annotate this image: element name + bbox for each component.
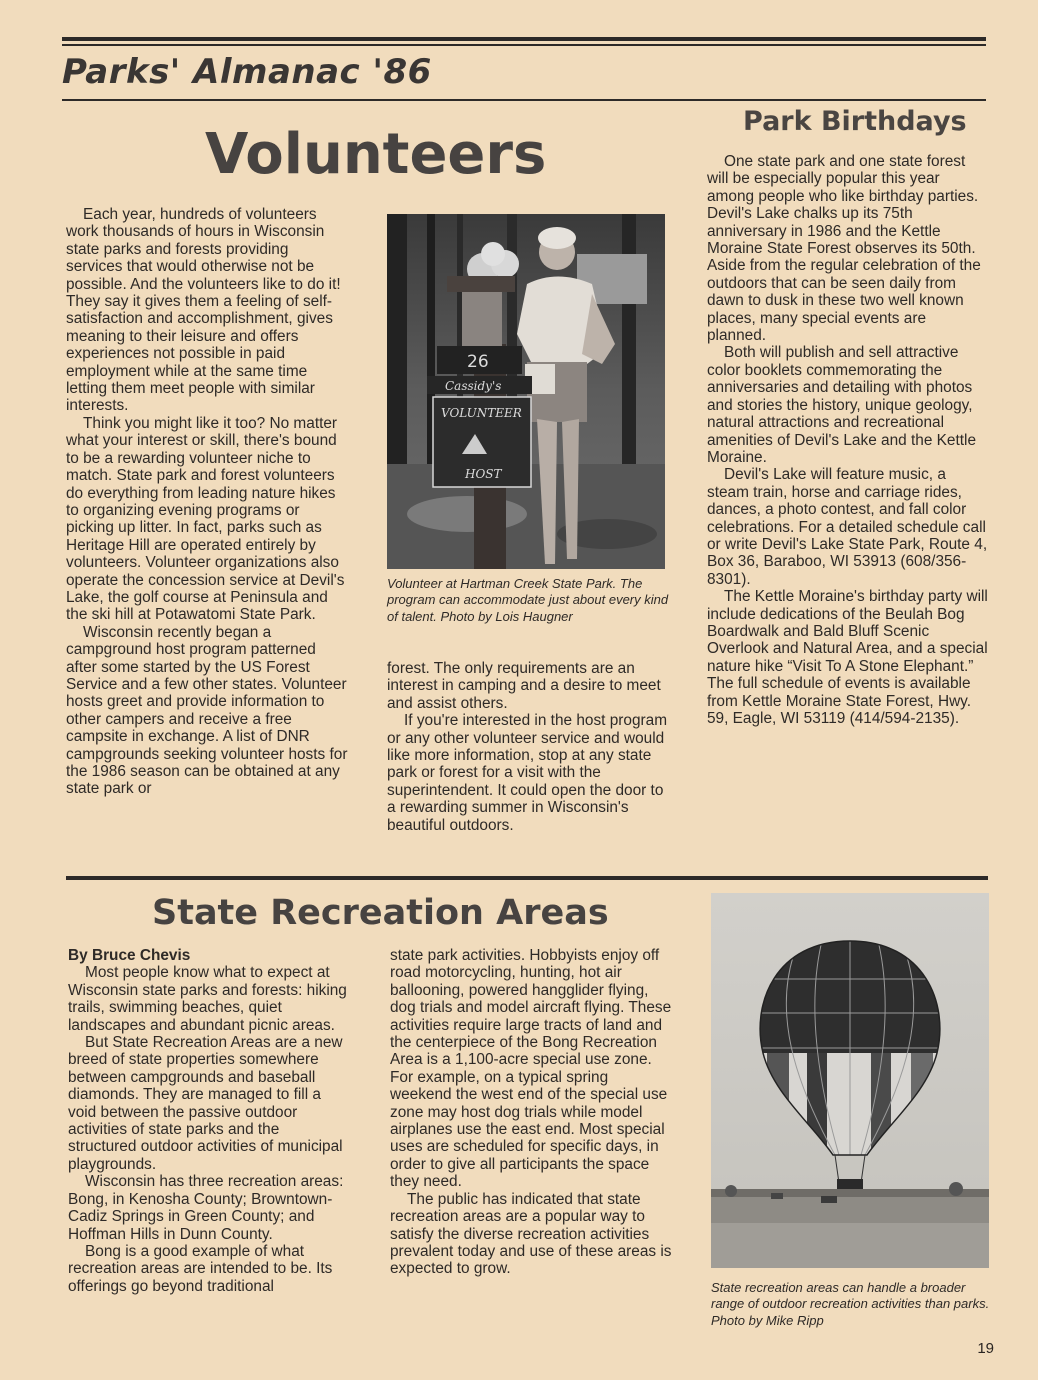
- birthdays-title: Park Birthdays: [743, 106, 967, 137]
- paragraph: Devil's Lake will feature music, a steam train, horse and carriage rides, dances, a photo contest, and fall color celebrations. For a detailed schedule call or write Devil's Lake State Park, Route 4, Box 36, Baraboo, WI 53913 (608/356-8301).: [707, 466, 988, 588]
- paragraph: Both will publish and sell attractive color booklets commemorating the anniversaries and detailing with photos and stories the history, unique geology, natural attractions and recreational amenities of Devil's Lake and the Kettle Moraine.: [707, 344, 977, 466]
- paragraph: If you're interested in the host program or any other volunteer service and would like more information, stop at any state park or forest for a visit with the superintendent. It could open the door to a rewarding summer in Wisconsin's beautiful outdoors.: [387, 712, 668, 834]
- paragraph: Each year, hundreds of volunteers work thousands of hours in Wisconsin state parks and forests providing services that would otherwise not be possible. And the volunteers like to do it! They say it gives them a feeling of self-satisfaction and accomplishment, gives meaning to their leisure and offers experiences not possible in paid employment while at the same time letting them meet people with similar interests.: [66, 206, 341, 415]
- recreation-col2: [390, 947, 672, 1278]
- volunteers-title: Volunteers: [205, 122, 547, 187]
- paragraph: Wisconsin has three recreation areas: Bong, in Kenosha County; Browntown-Cadiz Springs in Green County; and Hoffman Hills in Dunn County.: [68, 1173, 344, 1243]
- header-rule: [62, 99, 986, 101]
- paragraph: One state park and one state forest will be especially popular this year among people who like birthday parties. Devil's Lake chalks up its 75th anniversary in 1986 and the Kettle Moraine State Forest observes its 50th. Aside from the regular celebration of the outdoors that can be seen daily from dawn to dusk in these two well known places, many special events are planned.: [707, 153, 981, 345]
- birthdays-col: [707, 153, 989, 727]
- sign-number: 26: [467, 352, 489, 372]
- sign-line2: HOST: [465, 467, 502, 481]
- paragraph: Bong is a good example of what recreation areas are intended to be. Its offerings go beyond traditional: [68, 1242, 333, 1295]
- balloon-photo-caption: State recreation areas can handle a broader range of outdoor recreation activities than parks. Photo by Mike Ripp: [711, 1280, 990, 1328]
- paragraph: state park activities. Hobbyists enjoy off road motorcycling, hunting, hot air ballooning, powered hangglider flying, dog trials and model aircraft flying. These activities require large tracts of land and the centerpiece of the Bong Recreation Area is a 1,100-acre special use zone. For example, on a typical spring weekend the west end of the special use zone may host dog trials while model airplanes use the east end. Most special uses are scheduled for specific days, in order to give all participants the space they need.: [390, 947, 672, 1191]
- page-number: 19: [977, 1340, 994, 1357]
- sign-line1: VOLUNTEER: [441, 406, 522, 420]
- balloon-photo-art: [711, 893, 989, 1268]
- top-rule-thick: [62, 37, 986, 41]
- paragraph: Think you might like it too? No matter what your interest or skill, there's bound to be a rewarding volunteer niche to match. State park and forest volunteers do everything from leading nature hikes to organizing evening programs or picking up litter. In fact, parks such as Heritage Hill are operated entirely by volunteers. Volunteer organizations also operate the concession service at Devil's Lake, the golf course at Peninsula and the ski hill at Potawatomi State Park.: [66, 414, 345, 624]
- top-rule-thin: [62, 44, 986, 46]
- paragraph: But State Recreation Areas are a new breed of state properties somewhere between campgrounds and baseball diamonds. They are managed to fill a void between the passive outdoor activities of state parks and the structured outdoor activities of municipal playgrounds.: [68, 1034, 343, 1173]
- volunteers-col2: [387, 660, 669, 834]
- volunteer-photo-art: [387, 214, 665, 569]
- byline: By Bruce Chevis: [68, 947, 191, 964]
- sign-name: Cassidy's: [445, 379, 502, 393]
- paragraph: forest. The only requirements are an interest in camping and a desire to meet and assist others.: [387, 660, 661, 712]
- paragraph: The public has indicated that state recreation areas are a popular way to satisfy the diverse recreation activities prevalent today and use of these areas is expected to grow.: [390, 1190, 672, 1278]
- recreation-title: State Recreation Areas: [152, 893, 609, 933]
- volunteer-photo-caption: Volunteer at Hartman Creek State Park. The program can accommodate just about every kind of talent. Photo by Lois Haugner: [387, 576, 669, 624]
- almanac-header: Parks' Almanac '86: [62, 52, 432, 92]
- volunteers-col1: [66, 206, 348, 798]
- paragraph: The Kettle Moraine's birthday party will include dedications of the Beulah Bog Boardwalk and Bald Bluff Scenic Overlook and Natural Area, and a special nature hike “Visit To A Stone Elephant.” The full schedule of events is available from Kettle Moraine State Forest, Hwy. 59, Eagle, WI 53119 (414/594-2135).: [707, 588, 988, 727]
- balloon-photo: [711, 893, 989, 1268]
- paragraph: Most people know what to expect at Wisconsin state parks and forests: hiking trails, swimming beaches, quiet landscapes and abundant picnic areas.: [68, 964, 347, 1034]
- section-rule: [66, 876, 988, 880]
- paragraph: Wisconsin recently began a campground host program patterned after some started by the US Forest Service and a few other states. Volunteer hosts greet and provide information to other campers and receive a free campsite in exchange. A list of DNR campgrounds seeking volunteer hosts for the 1986 season can be obtained at any state park or: [66, 623, 348, 798]
- volunteer-photo: [387, 214, 665, 569]
- recreation-col1: [68, 947, 350, 1295]
